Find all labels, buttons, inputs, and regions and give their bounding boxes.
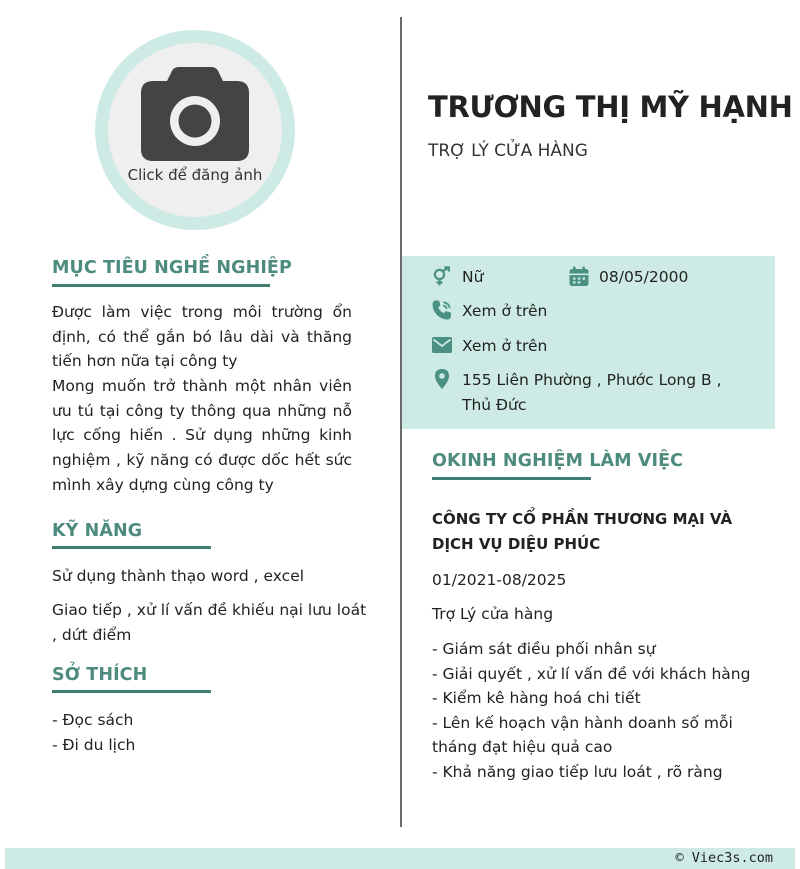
experience-heading: OKINH NGHIỆM LÀM VIỆC	[432, 451, 684, 471]
duty-item: - Giám sát điều phối nhân sự	[432, 640, 656, 658]
skills-heading: KỸ NĂNG	[52, 521, 143, 541]
phone-icon	[431, 299, 453, 321]
address-line-1: 155 Liên Phường , Phước Long B ,	[462, 371, 722, 389]
skill-item: , dứt điểm	[52, 626, 132, 644]
duty-item: - Kiểm kê hàng hoá chi tiết	[432, 689, 641, 707]
gender-value: Nữ	[462, 268, 484, 286]
objective-line: ưu tú tại công ty thông qua những nỗ	[52, 402, 352, 420]
company-name-line-2: DỊCH VỤ DIỆU PHÚC	[432, 535, 601, 553]
candidate-name: TRƯƠNG THỊ MỸ HẠNH	[428, 90, 793, 124]
skills-underline	[52, 546, 211, 549]
avatar-upload-label: Click để đăng ảnh	[127, 166, 263, 184]
email-icon	[431, 334, 453, 356]
avatar-ring	[95, 30, 295, 230]
candidate-title: TRỢ LÝ CỬA HÀNG	[428, 141, 588, 161]
gender-icon	[431, 266, 453, 288]
objective-line: nghiệm , kỹ năng có được dốc hết sức	[52, 451, 352, 469]
duty-item: - Khả năng giao tiếp lưu loát , rõ ràng	[432, 763, 723, 781]
phone-value: Xem ở trên	[462, 302, 548, 320]
objective-line: lực cống hiến . Sử dụng những kinh	[52, 426, 352, 444]
work-period: 01/2021-08/2025	[432, 571, 567, 589]
hobby-item: - Đọc sách	[52, 711, 134, 729]
footer-copyright: © Viec3s.com	[675, 850, 773, 866]
email-value: Xem ở trên	[462, 337, 548, 355]
location-icon	[431, 368, 453, 390]
skill-item: Sử dụng thành thạo word , excel	[52, 567, 305, 585]
birthdate-value: 08/05/2000	[599, 268, 689, 286]
objective-underline	[52, 284, 270, 287]
duty-item: - Giải quyết , xử lí vấn đề với khách hàng	[432, 665, 751, 683]
camera-icon	[141, 67, 249, 161]
duty-item: tháng đạt hiệu quả cao	[432, 738, 613, 756]
objective-line: định, có thể gắn bó lâu dài và thăng	[52, 328, 352, 346]
experience-underline	[432, 477, 591, 480]
duty-item: - Lên kế hoạch vận hành doanh số mỗi	[432, 714, 733, 732]
footer-bar	[5, 848, 795, 869]
objective-line: mình xây dựng cùng công ty	[52, 476, 274, 494]
objective-line: tiến hơn nữa tại công ty	[52, 352, 238, 370]
company-name-line-1: CÔNG TY CỔ PHẦN THƯƠNG MẠI VÀ	[432, 510, 733, 528]
work-role: Trợ Lý cửa hàng	[432, 605, 554, 623]
objective-heading: MỤC TIÊU NGHỀ NGHIỆP	[52, 258, 292, 278]
hobby-item: - Đi du lịch	[52, 736, 136, 754]
skill-item: Giao tiếp , xử lí vấn đề khiếu nại lưu loát	[52, 601, 367, 619]
hobbies-underline	[52, 690, 211, 693]
avatar-upload[interactable]	[108, 43, 282, 217]
objective-line: Mong muốn trở thành một nhân viên	[52, 377, 352, 395]
objective-line: Được làm việc trong môi trường ổn	[52, 303, 352, 321]
hobbies-heading: SỞ THÍCH	[52, 665, 148, 685]
address-line-2: Thủ Đức	[462, 396, 527, 414]
calendar-icon	[568, 266, 590, 288]
